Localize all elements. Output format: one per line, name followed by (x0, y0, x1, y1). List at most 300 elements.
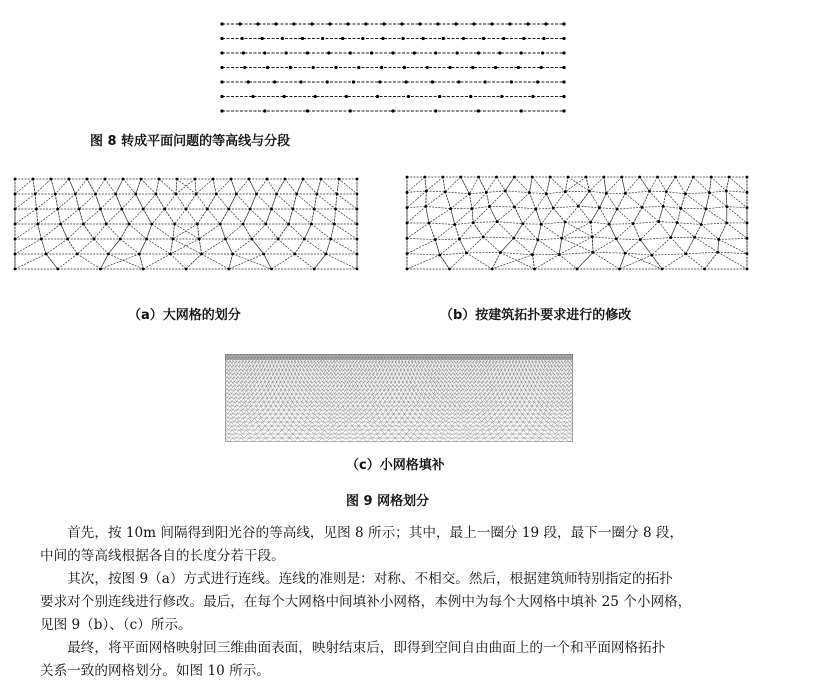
mesh-node (531, 176, 534, 179)
mesh-edge (285, 179, 297, 194)
mesh-edge (426, 192, 445, 207)
mesh-edge (272, 209, 289, 224)
mesh-node (472, 221, 475, 224)
mesh-node (310, 223, 313, 226)
mesh-edge (562, 238, 593, 252)
mesh-edge (515, 207, 523, 224)
segment-node (349, 109, 352, 112)
mesh-edge (170, 239, 199, 254)
segment-node (242, 51, 245, 54)
paragraph-1-line-1: 首先，按 10m 间隔得到阳光谷的等高线，见图 8 所示；其中，最上一圈分 19 段，最下一圈分 8 段， (67, 525, 684, 541)
mesh-node (356, 208, 359, 211)
mesh-edge (236, 179, 249, 194)
mesh-edge (649, 191, 663, 206)
segment-node (321, 37, 324, 40)
mesh-node (684, 252, 687, 255)
mesh-node (56, 268, 59, 271)
mesh-node (313, 268, 316, 271)
segment-node (418, 22, 421, 25)
mesh-node (449, 207, 452, 210)
mesh-node (558, 253, 561, 256)
mesh-edge (565, 206, 578, 222)
segment-node (426, 66, 429, 69)
mesh-node (231, 253, 234, 256)
mesh-node (105, 223, 108, 226)
mesh-node (641, 206, 644, 209)
mesh-edge (426, 206, 451, 208)
mesh-edge (553, 208, 565, 222)
segment-node (220, 22, 223, 25)
mesh-node (533, 268, 536, 271)
mesh-node (499, 251, 502, 254)
mesh-edge (505, 191, 514, 207)
segment-node (263, 109, 266, 112)
mesh-edge (553, 208, 565, 222)
mesh-edge (578, 191, 589, 206)
segment-node (498, 51, 501, 54)
mesh-edge (490, 206, 515, 207)
mesh-node (68, 178, 71, 181)
mesh-edge (578, 206, 590, 222)
mesh-node (128, 223, 131, 226)
contour-line (220, 95, 565, 98)
mesh-edge (685, 193, 709, 194)
mesh-node (335, 193, 338, 196)
segment-node (520, 109, 523, 112)
mesh-node (194, 178, 197, 181)
segment-node (448, 66, 451, 69)
mesh-node (356, 223, 359, 226)
mesh-edge (68, 239, 78, 254)
mesh-edge (459, 223, 473, 239)
mesh-edge (229, 209, 243, 224)
mesh-edge (41, 224, 60, 239)
segment-node (401, 37, 404, 40)
mesh-edge (514, 238, 533, 255)
mesh-edge (483, 237, 513, 238)
mesh-edge (83, 224, 94, 239)
mesh-node (303, 238, 306, 241)
mesh-edge (686, 252, 718, 254)
mesh-node (488, 205, 491, 208)
mesh-edge (620, 255, 652, 269)
mesh-node (693, 236, 696, 239)
mesh-edge (425, 177, 426, 191)
mesh-node (545, 192, 548, 195)
mesh-edge (278, 224, 289, 239)
mesh-node (684, 192, 687, 195)
segment-node (508, 22, 511, 25)
mesh-node (465, 251, 468, 254)
mesh-node (212, 178, 215, 181)
mesh-edge (77, 239, 94, 254)
mesh-node (175, 193, 178, 196)
segment-node (220, 37, 223, 40)
mesh-edge (685, 177, 693, 194)
mesh-node (275, 193, 278, 196)
mesh-edge (68, 239, 78, 254)
mesh-node (235, 193, 238, 196)
mesh-edge (599, 208, 617, 209)
segment-node (562, 66, 565, 69)
mesh-edge (334, 224, 357, 239)
mesh-node (615, 237, 618, 240)
segment-node (562, 80, 565, 83)
segment-node (469, 95, 472, 98)
mesh-edge (473, 206, 489, 222)
mesh-nodes (406, 176, 749, 271)
mesh-edge (523, 209, 536, 224)
mesh-edge (216, 179, 231, 194)
mesh-node (158, 178, 161, 181)
segment-node (442, 37, 445, 40)
mesh-edge (429, 209, 451, 223)
segment-node (391, 109, 394, 112)
mesh-edge (592, 237, 616, 239)
mesh-node (676, 221, 679, 224)
mesh-node (605, 192, 608, 195)
mesh-node (477, 176, 480, 179)
segment-node (220, 80, 223, 83)
mesh-edge (617, 193, 625, 209)
mesh-node (725, 221, 728, 224)
mesh-node (215, 193, 218, 196)
mesh-edge (331, 239, 357, 254)
segment-node (361, 37, 364, 40)
mesh-edge (695, 224, 702, 237)
mesh-node (356, 268, 359, 271)
mesh-edge (15, 254, 46, 269)
mesh-node (444, 190, 447, 193)
mesh-node (620, 176, 623, 179)
segment-node (238, 22, 241, 25)
mesh-edge (278, 224, 289, 239)
mesh-node (513, 176, 516, 179)
mesh-node (648, 190, 651, 193)
mesh-edge (101, 194, 116, 209)
mesh-edge (726, 191, 747, 208)
mesh-node (74, 193, 77, 196)
mesh-node (468, 192, 471, 195)
figure-9c-label: （c）小网格填补 (346, 458, 445, 473)
mesh-node (576, 268, 579, 271)
mesh-node (549, 176, 552, 179)
mesh-edge (483, 222, 497, 237)
mesh-edge (592, 224, 609, 237)
mesh-edge (129, 209, 143, 224)
mesh-edge (445, 192, 450, 209)
mesh-edge (625, 240, 640, 253)
mesh-node (495, 176, 498, 179)
segment-node (434, 109, 437, 112)
mesh-node (333, 223, 336, 226)
mesh-node (534, 208, 537, 211)
mesh-edge (256, 179, 267, 194)
mesh-edge (565, 192, 578, 207)
mesh-edge (35, 194, 36, 209)
mesh-edge (229, 254, 264, 269)
mesh-node (14, 178, 17, 181)
contour-line (220, 80, 565, 83)
mesh-node (119, 238, 122, 241)
mesh-edge (55, 179, 69, 194)
mesh-edge (659, 222, 671, 238)
mesh-edge (726, 191, 747, 192)
segment-node (247, 80, 250, 83)
mesh-edge (314, 209, 334, 224)
mesh-edge (196, 194, 207, 209)
mesh-edge (295, 254, 314, 269)
mesh-node (528, 191, 531, 194)
mesh-edge (633, 224, 640, 240)
segment-node (381, 37, 384, 40)
mesh-node (249, 208, 252, 211)
mesh-node (287, 223, 290, 226)
segment-node (306, 51, 309, 54)
mesh-node (434, 238, 437, 241)
mesh-edge (541, 208, 553, 224)
mesh-edge (486, 191, 505, 193)
mesh-node (512, 237, 515, 240)
mesh-node (14, 238, 17, 241)
mesh-edge (173, 224, 198, 239)
mesh-node (567, 176, 570, 179)
segment-node (299, 80, 302, 83)
mesh-node (242, 223, 245, 226)
mesh-node (453, 223, 456, 226)
segment-node (400, 22, 403, 25)
mesh-edge (606, 177, 621, 193)
mesh-edge (108, 254, 143, 269)
mesh-node (66, 238, 69, 241)
segment-node (472, 22, 475, 25)
mesh-edge (469, 177, 478, 194)
mesh-edge (514, 177, 529, 193)
mesh-edge (15, 209, 36, 224)
mesh-node (406, 206, 409, 209)
mesh-edge (642, 191, 649, 207)
mesh-edge (459, 237, 483, 239)
mesh-node (14, 208, 17, 211)
mesh-edge (685, 194, 706, 209)
mesh-edge (565, 177, 568, 192)
mesh-edge (578, 191, 589, 206)
segment-node (378, 80, 381, 83)
mesh-edge (15, 239, 41, 254)
mesh-node (230, 178, 233, 181)
mesh-edge (633, 222, 659, 224)
segment-node (345, 95, 348, 98)
mesh-edge (496, 177, 505, 191)
segment-node (562, 109, 565, 112)
segment-node (263, 51, 266, 54)
segment-node (413, 51, 416, 54)
segment-node (220, 51, 223, 54)
mesh-edge (15, 224, 38, 239)
mesh-edge (709, 191, 726, 193)
segment-node (341, 37, 344, 40)
segment-node (326, 80, 329, 83)
mesh-edge (568, 177, 589, 191)
mesh-edge (303, 179, 317, 194)
mesh-node (710, 176, 713, 179)
mesh-edge (677, 223, 694, 237)
mesh-node (334, 208, 337, 211)
mesh-edge (277, 194, 293, 209)
mesh-node (356, 253, 359, 256)
mesh-edge (106, 209, 122, 224)
mesh-edge (95, 179, 105, 194)
mesh-node (725, 205, 728, 208)
mesh-edge (339, 179, 357, 194)
paragraph-2-line-2: 要求对个别连线进行修改。最后，在每个大网格中间填补小网格，本例中为每个大网格中填补 25 个小网格， (40, 594, 692, 610)
mesh-node (692, 176, 695, 179)
mesh-edge (515, 193, 530, 207)
mesh-edge (529, 193, 535, 209)
segment-node (346, 22, 349, 25)
mesh-edge (686, 254, 705, 269)
segment-node (434, 51, 437, 54)
mesh-node (224, 238, 227, 241)
mesh-edge (652, 238, 671, 256)
mesh-node (592, 251, 595, 254)
mesh-edge (79, 194, 95, 209)
mesh-edge (685, 177, 693, 194)
mesh-edge (652, 254, 686, 255)
mesh-edge (407, 238, 435, 239)
segment-node (382, 22, 385, 25)
mesh-edge (559, 255, 577, 269)
figure-9a-large-mesh (12, 176, 360, 272)
mesh-edge (36, 194, 55, 209)
mesh-edge (256, 194, 271, 209)
mesh-edge (562, 222, 591, 238)
mesh-edge (663, 206, 677, 222)
mesh-edge (278, 239, 295, 254)
mesh-edge (407, 206, 426, 207)
figure-8-contours (218, 18, 570, 118)
mesh-node (56, 208, 59, 211)
mesh-node (624, 252, 627, 255)
segment-node (494, 66, 497, 69)
mesh-edge (236, 194, 250, 209)
mesh-node (669, 236, 672, 239)
mesh-edge (426, 191, 445, 192)
mesh-node (163, 208, 166, 211)
mesh-edge (216, 194, 229, 209)
mesh-edge (472, 192, 486, 208)
segment-node (522, 37, 525, 40)
segment-node (281, 37, 284, 40)
mesh-edge (165, 194, 176, 209)
mesh-node (459, 176, 462, 179)
mesh-node (703, 268, 706, 271)
mesh-node (14, 223, 17, 226)
mesh-node (59, 223, 62, 226)
segment-node (531, 95, 534, 98)
mesh-edge (429, 223, 435, 240)
mesh-edge (599, 208, 609, 225)
mesh-edge (617, 207, 642, 209)
segment-node (562, 51, 565, 54)
mesh-edge (593, 252, 619, 269)
mesh-node (32, 178, 35, 181)
mesh-node (325, 253, 328, 256)
mesh-edges (15, 179, 357, 269)
mesh-node (93, 238, 96, 241)
mesh-node (624, 192, 627, 195)
mesh-node (122, 178, 125, 181)
mesh-edge (490, 191, 506, 207)
mesh-node (560, 237, 563, 240)
mesh-edge (455, 223, 473, 225)
mesh-edge (233, 254, 272, 269)
mesh-node (14, 193, 17, 196)
segment-node (352, 80, 355, 83)
mesh-edge (497, 207, 515, 222)
mesh-node (485, 191, 488, 194)
mesh-node (76, 253, 79, 256)
mesh-edge (529, 193, 546, 194)
mesh-edge (719, 239, 747, 253)
mesh-edge (591, 222, 609, 224)
mesh-node (284, 178, 287, 181)
mesh-edge (532, 177, 546, 194)
mesh-edge (94, 224, 106, 239)
mesh-node (717, 238, 720, 241)
mesh-edge (426, 177, 442, 191)
mesh-edge (105, 179, 116, 194)
segment-node (283, 95, 286, 98)
mesh-edge (515, 207, 523, 224)
mesh-node (536, 238, 539, 241)
mesh-edge (727, 223, 747, 238)
mesh-edge (565, 222, 592, 237)
mesh-edge (553, 206, 578, 208)
mesh-node (45, 253, 48, 256)
mesh-node (169, 253, 172, 256)
mesh-edge (122, 194, 136, 209)
mesh-node (185, 208, 188, 211)
mesh-node (40, 238, 43, 241)
mesh-edge (472, 209, 473, 223)
mesh-node (428, 222, 431, 225)
mesh-edge (473, 222, 497, 223)
mesh-edge (589, 191, 599, 208)
mesh-node (154, 193, 157, 196)
mesh-edge (165, 209, 175, 224)
mesh-node (36, 223, 39, 226)
mesh-edge (207, 209, 220, 224)
mesh-node (120, 208, 123, 211)
mesh-edge (435, 224, 454, 239)
mesh-edge (649, 191, 666, 192)
mesh-edge (500, 252, 534, 269)
mesh-edge (199, 224, 220, 239)
mesh-edge (202, 254, 229, 269)
mesh-node (140, 178, 143, 181)
mesh-node (657, 220, 660, 223)
mesh-node (662, 205, 665, 208)
mesh-node (200, 253, 203, 256)
mesh-node (552, 207, 555, 210)
figure-9b-modified-mesh (404, 174, 750, 272)
mesh-node (585, 176, 588, 179)
paragraph-3-line-2: 关系一致的网格划分。如图 10 所示。 (40, 663, 270, 679)
mesh-edge (662, 254, 686, 269)
segment-node (364, 22, 367, 25)
mesh-edge (706, 209, 727, 223)
